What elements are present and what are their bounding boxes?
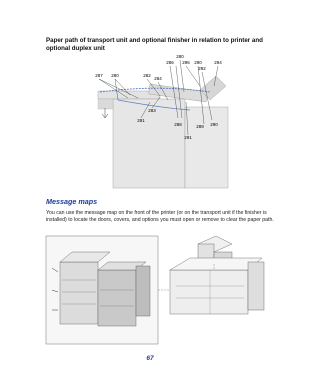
callout-label: 280 xyxy=(111,73,119,78)
callout-label: 281 xyxy=(137,118,145,123)
body-paragraph: You can use the message map on the front of the printer (or on the transport unit if the finisher is installed) to locate the doors, covers, and options you must open or remove to clear the paper path. xyxy=(46,210,274,223)
paper-path-diagram xyxy=(0,0,300,200)
page-heading: Paper path of transport unit and optional finisher in relation to printer and optional duplex unit xyxy=(46,37,263,52)
callout-label: 289 xyxy=(196,124,204,129)
callout-label: 283 xyxy=(148,108,156,113)
finisher-top xyxy=(98,262,146,270)
callout-label: 282 xyxy=(143,73,151,78)
page-number: 67 xyxy=(146,355,154,362)
section-title: Message maps xyxy=(46,197,98,206)
callout-label: 287 xyxy=(95,73,103,78)
printer-top-right xyxy=(198,236,232,252)
finisher-body xyxy=(185,107,228,188)
callout-label: 291 xyxy=(184,135,192,140)
callout-label: 294 xyxy=(214,60,222,65)
callout-label: 284 xyxy=(154,76,162,81)
pointer-arrow-icon xyxy=(52,268,58,272)
arrow-down-icon xyxy=(102,108,108,118)
finisher-large-side xyxy=(248,262,264,310)
finisher-unit xyxy=(98,270,136,326)
callout-label: 296 xyxy=(182,60,190,65)
pointer-arrow-icon xyxy=(52,290,58,292)
callout-label: 290 xyxy=(194,60,202,65)
callout-label: 280 xyxy=(176,54,184,59)
printer-top xyxy=(60,252,110,262)
finisher-large xyxy=(170,270,248,314)
finisher-large-top xyxy=(170,258,262,270)
printer-tower xyxy=(60,262,98,324)
output-bin xyxy=(136,266,150,316)
callout-label: 286 xyxy=(166,60,174,65)
printer-front-right xyxy=(198,244,214,264)
printer-illustration-frame xyxy=(46,236,158,344)
callout-label: 292 xyxy=(198,66,206,71)
callout-label: 290 xyxy=(210,122,218,127)
callout-label: 288 xyxy=(174,122,182,127)
printer-tray xyxy=(98,99,113,109)
printer-side-right xyxy=(214,252,232,266)
